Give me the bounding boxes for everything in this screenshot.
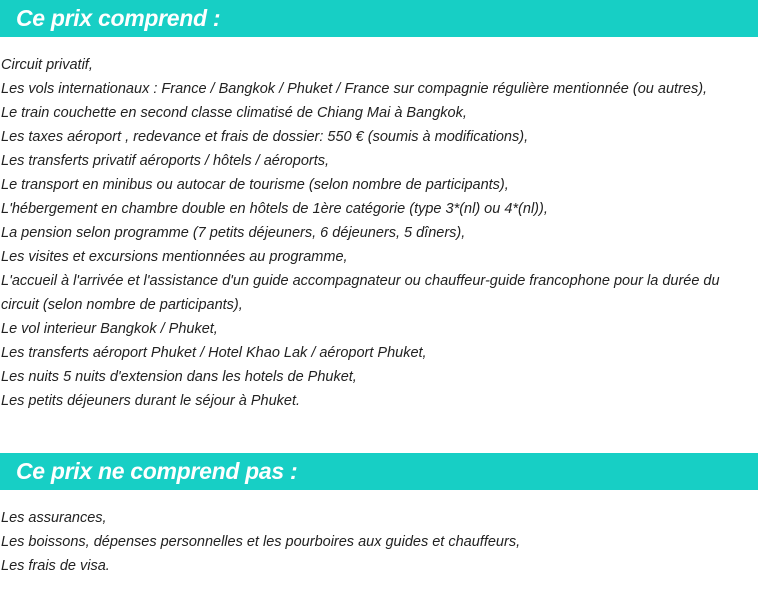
list-item: Les petits déjeuners durant le séjour à Phuket. bbox=[1, 393, 301, 409]
list-item: L'accueil à l'arrivée et l'assistance d'un guide accompagnateur ou chauffeur-guide francophone pour la durée du circuit (selon nombre de participants), bbox=[1, 273, 720, 313]
list-item: La pension selon programme (7 petits déjeuners, 6 déjeuners, 5 dîners), bbox=[1, 225, 466, 241]
list-item: L'hébergement en chambre double en hôtels de 1ère catégorie (type 3*(nl) ou 4*(nl)), bbox=[1, 201, 548, 217]
list-item: Les frais de visa. bbox=[1, 558, 110, 574]
list-item: Le train couchette en second classe climatisé de Chiang Mai à Bangkok, bbox=[1, 105, 467, 121]
list-item: Le vol interieur Bangkok / Phuket, bbox=[1, 321, 218, 337]
list-item: Les nuits 5 nuits d'extension dans les hotels de Phuket, bbox=[1, 369, 357, 385]
list-item: Les transferts privatif aéroports / hôtels / aéroports, bbox=[1, 153, 330, 169]
list-item: Les assurances, bbox=[1, 510, 107, 526]
included-list bbox=[0, 53, 758, 413]
list-item: Les taxes aéroport , redevance et frais de dossier: 550 € (soumis à modifications), bbox=[1, 129, 529, 145]
excluded-list bbox=[0, 506, 758, 578]
excluded-header bbox=[0, 453, 758, 490]
list-item: Circuit privatif, bbox=[1, 57, 93, 73]
excluded-title: Ce prix ne comprend pas : bbox=[16, 458, 298, 484]
list-item: Les boissons, dépenses personnelles et les pourboires aux guides et chauffeurs, bbox=[1, 534, 521, 550]
list-item: Les visites et excursions mentionnées au programme, bbox=[1, 249, 348, 265]
list-item: Les vols internationaux : France / Bangkok / Phuket / France sur compagnie régulière mentionnée (ou autres), bbox=[1, 81, 708, 97]
included-title: Ce prix comprend : bbox=[16, 5, 221, 31]
list-item: Le transport en minibus ou autocar de tourisme (selon nombre de participants), bbox=[1, 177, 509, 193]
excluded-section bbox=[0, 453, 758, 578]
list-item: Les transferts aéroport Phuket / Hotel Khao Lak / aéroport Phuket, bbox=[1, 345, 427, 361]
included-header bbox=[0, 0, 758, 37]
